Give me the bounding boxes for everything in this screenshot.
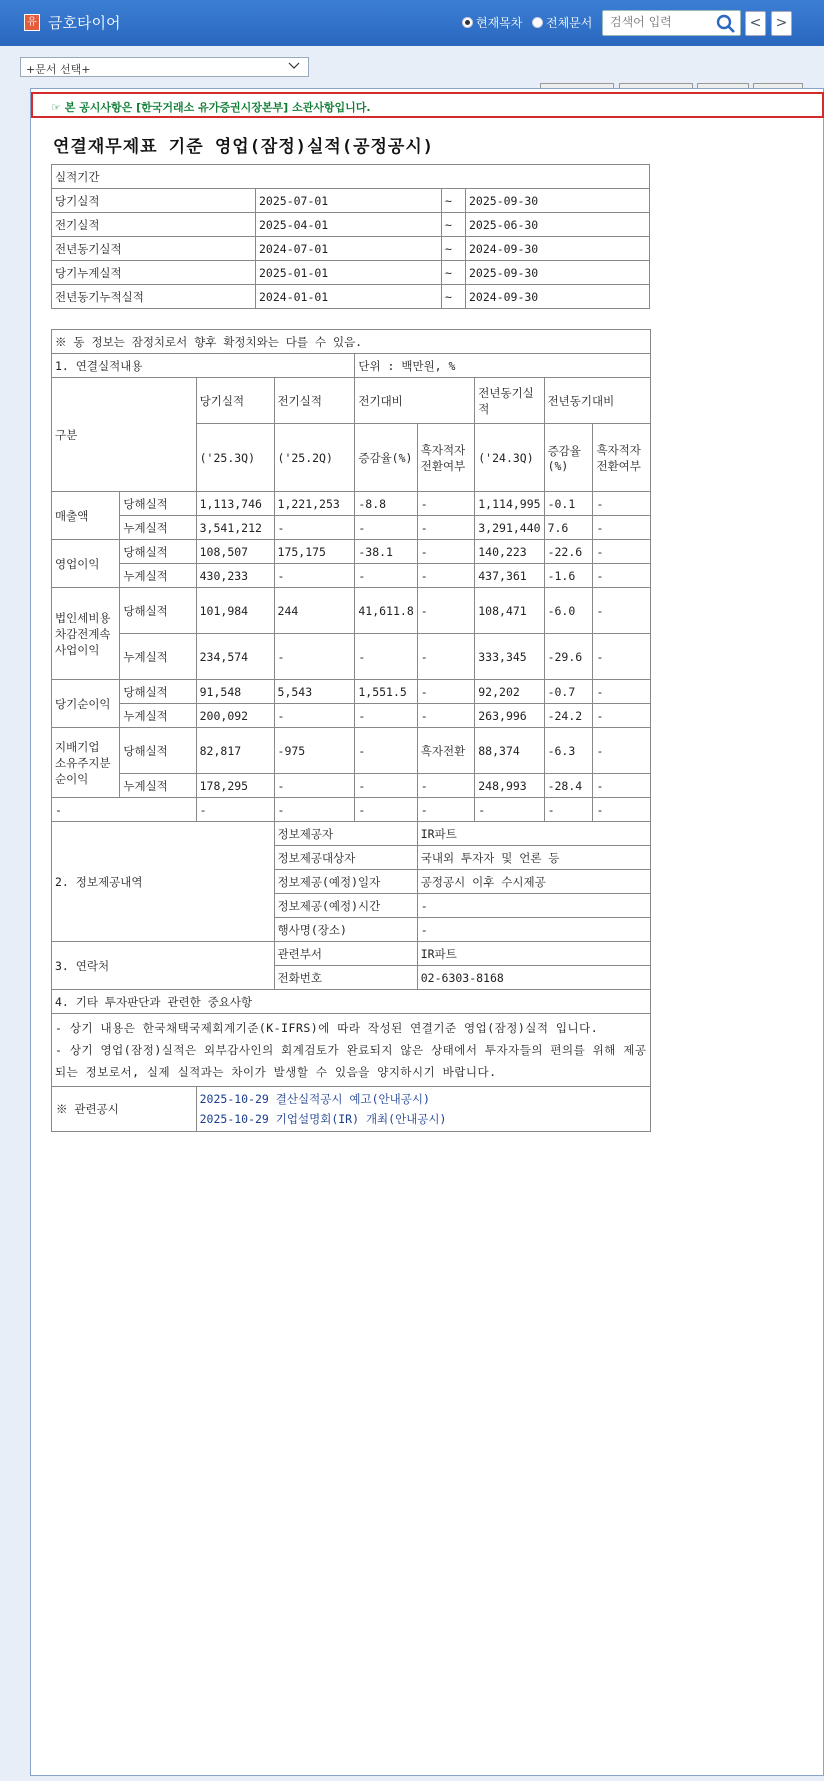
radio-selected-icon[interactable]: [462, 17, 473, 28]
search-icon[interactable]: [716, 14, 736, 34]
table-row: 법인세비용차감전계속사업이익 당해실적 101,984 244 41,611.8 - 108,471 -6.0 -: [52, 588, 651, 634]
header-prev-compare: 전기대비: [355, 378, 475, 424]
section-4-title: 4. 기타 투자판단과 관련한 중요사항: [52, 990, 651, 1014]
related-link-2[interactable]: 2025-10-29 기업설명회(IR) 개최(안내공시): [199, 1112, 447, 1126]
period-header: 실적기간: [52, 165, 650, 189]
prev-button[interactable]: <: [745, 11, 766, 36]
header-yoy-compare: 전년동기대비: [544, 378, 650, 424]
table-row: 매출액 당해실적 1,113,746 1,221,253 -8.8 - 1,114,995 -0.1 -: [52, 492, 651, 516]
header-cur: 당기실적: [196, 378, 274, 424]
header-prev: 전기실적: [274, 378, 355, 424]
search-box[interactable]: [602, 10, 741, 36]
other-info: - 상기 내용은 한국채택국제회계기준(K-IFRS)에 따라 작성된 연결기준 영업(잠정)실적 입니다. - 상기 영업(잠정)실적은 외부감사인의 회계검토가 완료되지 않은 상태에서 투자자들의 편의를 위해 제공되는 정보로서, 실제 실적과는 차이가 발생할 수 있음을 양지하시기 바랍니다.: [52, 1014, 651, 1087]
table-row: 누계실적 178,295 - - - 248,993 -28.4 -: [52, 774, 651, 798]
section-2-title: 2. 정보제공내역: [52, 822, 275, 942]
table-row: 누계실적 234,574 - - - 333,345 -29.6 -: [52, 634, 651, 680]
table-row: 지배기업 소유주지분 순이익 당해실적 82,817 -975 - 흑자전환 88,374 -6.3 -: [52, 728, 651, 774]
section-3-title: 3. 연락처: [52, 942, 275, 990]
table-row: 당기실적 2025-07-01 ~ 2025-09-30: [52, 189, 650, 213]
related-label: ※ 관련공시: [52, 1087, 197, 1132]
table-row: 전년동기실적 2024-07-01 ~ 2024-09-30: [52, 237, 650, 261]
table-row: 누계실적 200,092 - - - 263,996 -24.2 -: [52, 704, 651, 728]
table-row: 전기실적 2025-04-01 ~ 2025-06-30: [52, 213, 650, 237]
chevron-down-icon: [288, 60, 300, 72]
related-link-1[interactable]: 2025-10-29 결산실적공시 예고(안내공시): [199, 1092, 430, 1106]
table-row: - - - - - - - -: [52, 798, 651, 822]
table-row: 당기순이익 당해실적 91,548 5,543 1,551.5 - 92,202 -0.7 -: [52, 680, 651, 704]
table-row: 누계실적 430,233 - - - 437,361 -1.6 -: [52, 564, 651, 588]
search-input[interactable]: [610, 15, 715, 29]
table-row: 누계실적 3,541,212 - - - 3,291,440 7.6 -: [52, 516, 651, 540]
header-gubun: 구분: [52, 378, 197, 492]
section-1-title: 1. 연결실적내용: [52, 354, 355, 378]
header-yoy: 전년동기실적: [475, 378, 544, 424]
table-row: 영업이익 당해실적 108,507 175,175 -38.1 - 140,223 -22.6 -: [52, 540, 651, 564]
notice-banner: ☞ 본 공시사항은 [한국거래소 유가증권시장본부] 소관사항입니다.: [31, 92, 824, 118]
results-table: ※ 동 정보는 잠정치로서 향후 확정치와는 다를 수 있음. 1. 연결실적내용 단위 : 백만원, % 구분 당기실적 전기실적 전기대비 전년동기실적 전년동기대비 ('25.3Q) ('25.2Q) 증감율(%) 흑자적자전환여부 ('24.3Q) 증감율(%) 흑자적자전환여부 매출액 당해실적 1,113,746 1,221,253 -8.8 - 1,114,995 -0.1 - 누계실적 3,541,212 - - - 3,291,440 7.6 - 영업이익 당해실적 108,507 175,175 -38.1 - 140,223 -22.6 - 누계실적 430,233 - - - 437,361 -1.6 - 법인세비용차감전계속사업이익 당해실적 101,984 244 41,611.8 - 108,471 -6.0 - 누계실적 234,574 - - - 333,345 -29.6 - 당기순이익 당해실적 91,548 5,543 1,551.5 - 92,202 -0.7 - 누계실적 200,092 - - - 263,996 -24.2 - 지배기업 소유주지분 순이익 당해실적 82,817 -975 - 흑자전환 88,374 -6.3 - 누계실적 178,295 - - - 248,993 -28.4 - - - - - - - - - 2. 정보제공내역 정보제공자 IR파트 정보제공대상자 국내외 투자자 및 언론 등 정보제공(예정)일자 공정공시 이후 수시제공 정보제공(예정)시간 - 행사명(장소) - 3. 연락처 관련부서 IR파트 전화번호 02-6303-8168 4. 기타 투자판단과 관련한 중요사항 - 상기 내용은 한국채택국제회계기준(K-IFRS)에 따라 작성된 연결기준 영업(잠정)실적 입니다. - 상기 영업(잠정)실적은 외부감사인의 회계검토가 완료되지 않은 상태에서 투자자들의 편의를 위해 제공되는 정보로서, 실제 실적과는 차이가 발생할 수 있음을 양지하시기 바랍니다. ※ 관련공시 2025-10-29 결산실적공시 예고(안내공시) 2025-10-29 기업설명회(IR) 개최(안내공시): [51, 329, 651, 1132]
next-button[interactable]: >: [771, 11, 792, 36]
logo-icon: 유: [24, 14, 40, 31]
document-title: 연결재무제표 기준 영업(잠정)실적(공정공시): [53, 137, 435, 157]
table-row: 당기누계실적 2025-01-01 ~ 2025-09-30: [52, 261, 650, 285]
company-title: 금호타이어: [48, 14, 121, 32]
table-row: 전년동기누적실적 2024-01-01 ~ 2024-09-30: [52, 285, 650, 309]
radio-unselected-icon[interactable]: [532, 17, 543, 28]
disclaimer-note: ※ 동 정보는 잠정치로서 향후 확정치와는 다를 수 있음.: [52, 330, 651, 354]
top-bar: [0, 0, 824, 46]
radio-all-docs[interactable]: 전체문서: [532, 14, 592, 31]
document-select[interactable]: +문서 선택+: [20, 57, 309, 77]
radio-current-toc[interactable]: 현재목차: [462, 14, 522, 31]
unit-label: 단위 : 백만원, %: [355, 354, 651, 378]
period-table: [51, 164, 650, 309]
